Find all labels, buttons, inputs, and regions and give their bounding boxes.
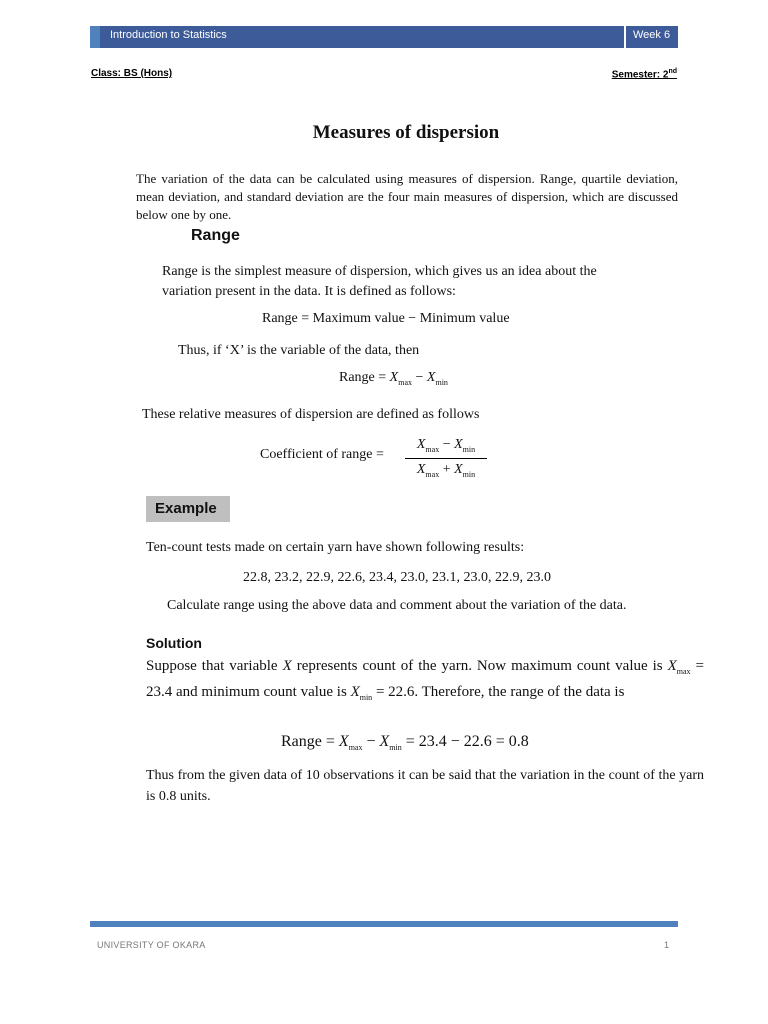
page-number: 1 xyxy=(664,940,670,950)
semester-sup: nd xyxy=(668,68,677,75)
solution-text: Suppose that variable X represents count of the yarn. Now maximum count value is $X_{max} = 23.4$ and minimum count value is $X_{min} = 22.6$. Therefore, the range of the data is xyxy=(146,658,704,702)
solution-conclusion: Thus from the given data of 10 observations it can be said that the variation in the count of the yarn is 0.8 units. xyxy=(146,768,704,804)
solution-part-d: = 22.6. Therefore, the range of the data is xyxy=(372,684,625,700)
intro-paragraph: The variation of the data can be calculated using measures of dispersion. Range, quartile deviation, mean deviation, and standard deviation are the four main measures of dispersion, which are discussed below one by one. xyxy=(136,171,678,222)
page-title: Measures of dispersion xyxy=(312,122,500,143)
solution-part-c: = 23.4 and minimum count value is xyxy=(146,658,704,700)
header-divider xyxy=(624,26,626,48)
solution-heading: Solution xyxy=(146,635,202,651)
solution-part-a: Suppose that variable xyxy=(146,658,283,674)
example-label: Example xyxy=(155,500,217,517)
semester-label xyxy=(612,68,677,80)
example-data: 22.8, 23.2, 22.9, 22.6, 23.4, 23.0, 23.1, 23.0, 22.9, 23.0 xyxy=(243,570,551,585)
header-title: Introduction to Statistics xyxy=(110,29,227,41)
solution-formula: Range = $X_{max} - X_{min} = 23.4 - 22.6 = 0.8$ xyxy=(281,733,529,753)
range-definition: Range is the simplest measure of dispersion, which gives us an idea about the variation present in the data. It is defined as follows: xyxy=(162,264,597,299)
header-accent xyxy=(90,26,100,48)
range-formula: Range = Maximum value − Minimum value xyxy=(262,311,510,326)
header-week: Week 6 xyxy=(633,29,671,41)
fraction-line xyxy=(405,458,487,459)
relative-measures-text: These relative measures of dispersion are defined as follows xyxy=(142,407,480,422)
example-statement: Ten-count tests made on certain yarn have shown following results: xyxy=(146,540,525,555)
thus-text: Thus, if ‘X’ is the variable of the data, then xyxy=(178,343,420,358)
coefficient-numerator: $X_{max} - X_{min}$ xyxy=(416,437,476,454)
solution-formula-tail: = 23.4 − 22.6 = 0.8 xyxy=(401,733,529,750)
semester-text: Semester: 2 xyxy=(611,69,669,81)
solution-part-b: represents count of the yarn. Now maximum count value is xyxy=(291,658,668,674)
coefficient-label: Coefficient of range = xyxy=(260,447,384,462)
example-task: Calculate range using the above data and comment about the variation of the data. xyxy=(167,598,627,613)
range-formula-x: Range = $X_{max} - X_{min}$ xyxy=(339,370,448,387)
footer-bar xyxy=(90,921,678,927)
range-formula-lhs: Range = xyxy=(339,370,390,385)
class-label: Class: BS (Hons) xyxy=(91,68,173,79)
coefficient-denominator: $X_{max} + X_{min}$ xyxy=(416,462,476,479)
range-heading: Range xyxy=(191,227,240,244)
footer-university: UNIVERSITY OF OKARA xyxy=(97,940,206,950)
